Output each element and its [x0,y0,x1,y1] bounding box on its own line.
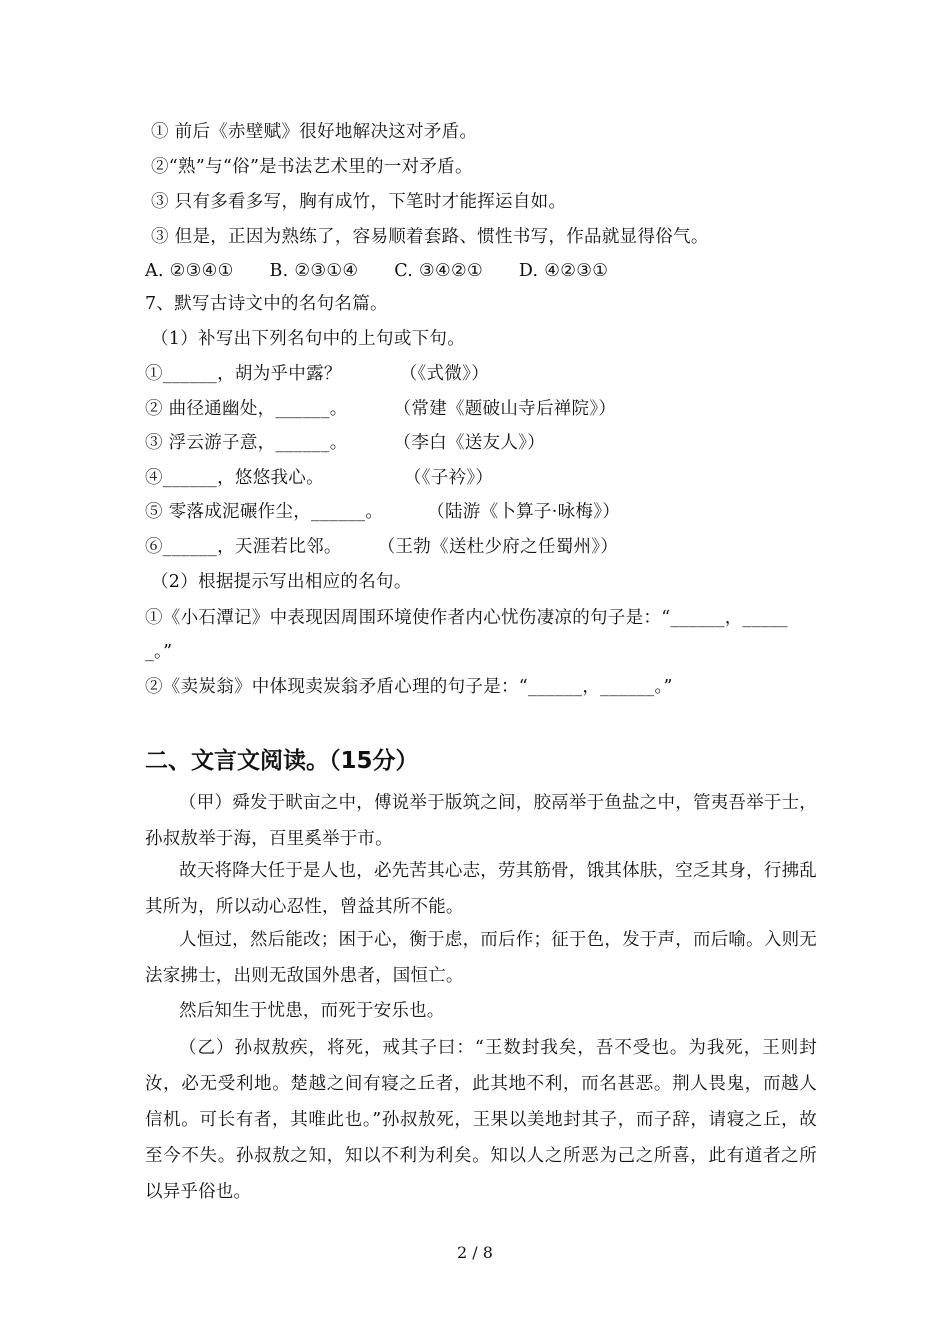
fill-item-3 [145,431,825,455]
passage-paragraph-1: （甲）舜发于畎亩之中，傅说举于版筑之间，胶鬲举于鱼盐之中，管夷吾举于士，孙叔敖举于海，百里奚举于市。 [145,793,817,849]
option-b: B. ②③①④ [269,261,359,281]
fill-item-1 [145,362,825,386]
option-c: C. ③④②① [394,261,483,281]
fill-item-4 [145,466,825,490]
passage-paragraph-5: （乙）孙叔敖疾，将死，戒其子曰：“王数封我矣，吾不受也。为我死，王则封汝，必无受利地。楚越之间有寝之丘者，此其地不利，而名甚恶。荆人畏鬼，而越人信机。可长有者，其唯此也。”孙叔敖死，王果以美地封其子，而子辞，请寝之丘，故至今不失。孙叔敖之知，知以不利为利矣。知以人之所恶为己之所喜，此有道者之所以异乎俗也。 [145,1038,817,1202]
part2-title: （2）根据提示写出相应的名句。 [151,572,412,592]
ordering-item-4: ③ 但是，正因为熟练了，容易顺着套路、惯性书写，作品就显得俗气。 [151,227,709,247]
fill-item-5 [145,500,825,524]
fill-item-source: （《式微》） [399,364,490,384]
fill-item-text: ④______，悠悠我心。 [145,468,324,488]
fill-item-text: ⑥______，天涯若比邻。 [145,537,342,557]
part1-title: （1）补写出下列名句中的上句或下句。 [151,329,466,349]
part2-question-1: ①《小石潭记》中表现因周围环境使作者内心忧伤凄凉的句子是：“______，_____ [145,608,788,628]
option-d: D. ④②③① [518,261,609,281]
part2-question-1-cont: _。” [145,642,173,662]
question-7-title: 7、默写古诗文中的名句名篇。 [145,294,388,314]
page-number: 2 / 8 [457,1243,493,1262]
fill-item-source: （陆游《卜算子·咏梅》） [427,502,621,522]
ordering-item-3: ③ 只有多看多写，胸有成竹，下笔时才能挥运自如。 [151,192,567,212]
fill-item-source: （王勃《送杜少府之任蜀州》） [377,537,619,557]
fill-item-text: ①______，胡为乎中露？ [145,364,342,384]
fill-item-source: （李白《送友人》） [393,433,546,453]
option-a: A. ②③④① [145,261,234,281]
part2-question-2: ②《卖炭翁》中体现卖炭翁矛盾心理的句子是：“______，______。” [145,677,673,697]
fill-item-source: （常建《题破山寺后禅院》） [393,399,617,419]
passage-paragraph-2: 故天将降大任于是人也，必先苦其心志，劳其筋骨，饿其体肤，空乏其身，行拂乱其所为，所以动心忍性，曾益其所不能。 [145,861,817,917]
ordering-item-1: ① 前后《赤壁赋》很好地解决这对矛盾。 [151,122,478,142]
fill-item-2 [145,397,825,421]
passage-paragraph-3: 人恒过，然后能改；困于心，衡于虑，而后作；征于色，发于声，而后喻。入则无法家拂士，出则无敌国外患者，国恒亡。 [145,930,817,986]
fill-item-text: ⑤ 零落成泥碾作尘，______。 [145,502,384,522]
fill-item-6 [145,535,825,559]
passage-paragraph-4: 然后知生于忧患，而死于安乐也。 [179,1001,445,1021]
fill-item-source: （《子衿》） [403,468,494,488]
fill-item-text: ③ 浮云游子意，______。 [145,433,348,453]
section-heading: 二、文言文阅读。（15分） [145,748,419,774]
ordering-item-2: ②“熟”与“俗”是书法艺术里的一对矛盾。 [151,157,473,177]
fill-item-text: ② 曲径通幽处，______。 [145,399,348,419]
answer-options [145,259,825,283]
